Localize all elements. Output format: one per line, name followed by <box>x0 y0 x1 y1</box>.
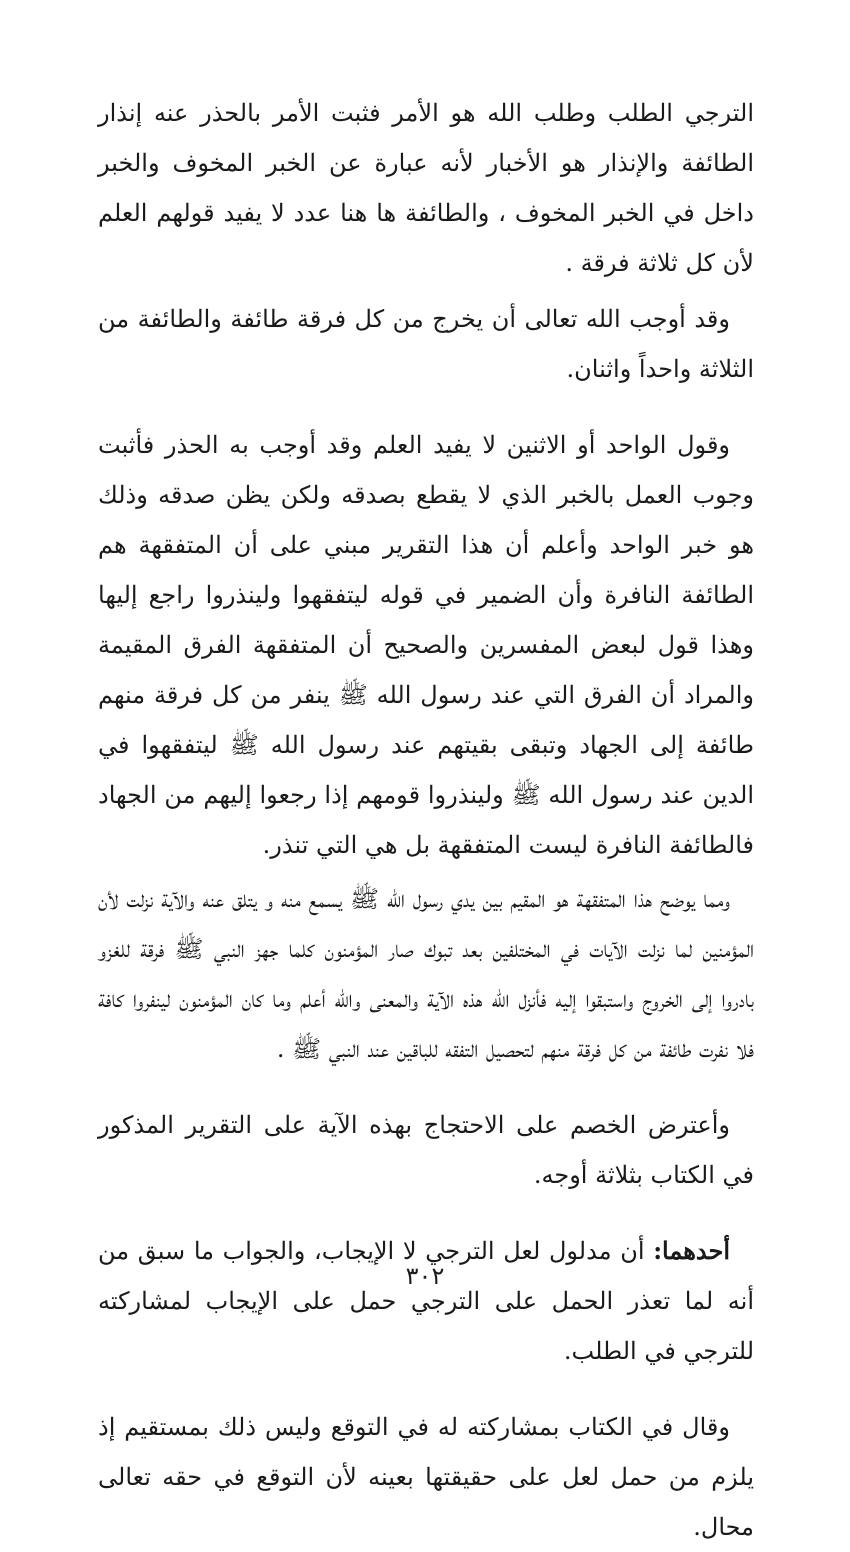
paragraph-text: الترجي الطلب وطلب الله هو الأمر فثبت الأمر بالحذر عنه إنذار الطائفة والإنذار هو الأخبار لأنه عبارة عن الخبر المخوف والخبر داخل في الخبر المخوف ، والطائفة ها هنا عدد لا يفيد قولهم العلم لأن كل ثلاثة فرقة . <box>98 99 754 277</box>
page-number: ٣٠٢ <box>405 1262 445 1290</box>
paragraph-text: وقال في الكتاب بمشاركته له في التوقع وليس ذلك بمستقيم إذ يلزم من حمل لعل على حقيقتها بعينه لأن التوقع في حقه تعالى محال. <box>98 1413 754 1541</box>
paragraph-text: وقد أوجب الله تعالى أن يخرج من كل فرقة طائفة والطائفة من الثلاثة واحداً واثنان. <box>98 305 754 383</box>
paragraph-1 <box>98 88 754 288</box>
paragraph-5 <box>98 1100 754 1200</box>
paragraph-7 <box>98 1402 754 1552</box>
paragraph-6 <box>98 1226 754 1376</box>
page-body <box>98 88 754 1552</box>
paragraph-text: ومما يوضح هذا المتفقهة هو المقيم بين يدي رسول الله ﷺ يسمع منه و يتلق عنه والآية نزلت لأن المؤمنين لما نزلت الآيات في المختلفين بعد تبوك صار المؤمنون كلما جهز النبي ﷺ فرقة للغزو بادروا إلى الخروج واستبقوا إليه فأنزل الله هذه الآية والمعنى والله أعلم وما كان المؤمنون لينفروا كافة فلا نفرت طائفة من كل فرقة منهم لتحصيل التفقه للباقين عند النبي ﷺ . <box>98 885 754 1063</box>
paragraph-text: أن مدلول لعل الترجي لا الإيجاب، والجواب ما سبق من أنه لما تعذر الحمل على الترجي حمل على الإيجاب لمشاركته للترجي في الطلب. <box>98 1237 754 1365</box>
paragraph-lead-word: أحدهما: <box>653 1236 730 1265</box>
paragraph-text: وأعترض الخصم على الاحتجاج بهذه الآية على التقرير المذكور في الكتاب بثلاثة أوجه. <box>98 1111 754 1189</box>
paragraph-3 <box>98 420 754 870</box>
paragraph-4 <box>98 874 754 1074</box>
paragraph-2 <box>98 294 754 394</box>
paragraph-text: وقول الواحد أو الاثنين لا يفيد العلم وقد أوجب به الحذر فأثبت وجوب العمل بالخبر الذي لا يقطع بصدقه ولكن يظن صدقه وذلك هو خبر الواحد وأعلم أن هذا التقرير مبني على أن المتفقهة هم الطائفة النافرة وأن الضمير في قوله ليتفقهوا ولينذروا راجع إليها وهذا قول لبعض المفسرين والصحيح أن المتفقهة الفرق المقيمة والمراد أن الفرق التي عند رسول الله ﷺ ينفر من كل فرقة منهم طائفة إلى الجهاد وتبقى بقيتهم عند رسول الله ﷺ ليتفقهوا في الدين عند رسول الله ﷺ ولينذروا قومهم إذا رجعوا إليهم من الجهاد فالطائفة النافرة ليست المتفقهة بل هي التي تنذر. <box>98 431 754 859</box>
